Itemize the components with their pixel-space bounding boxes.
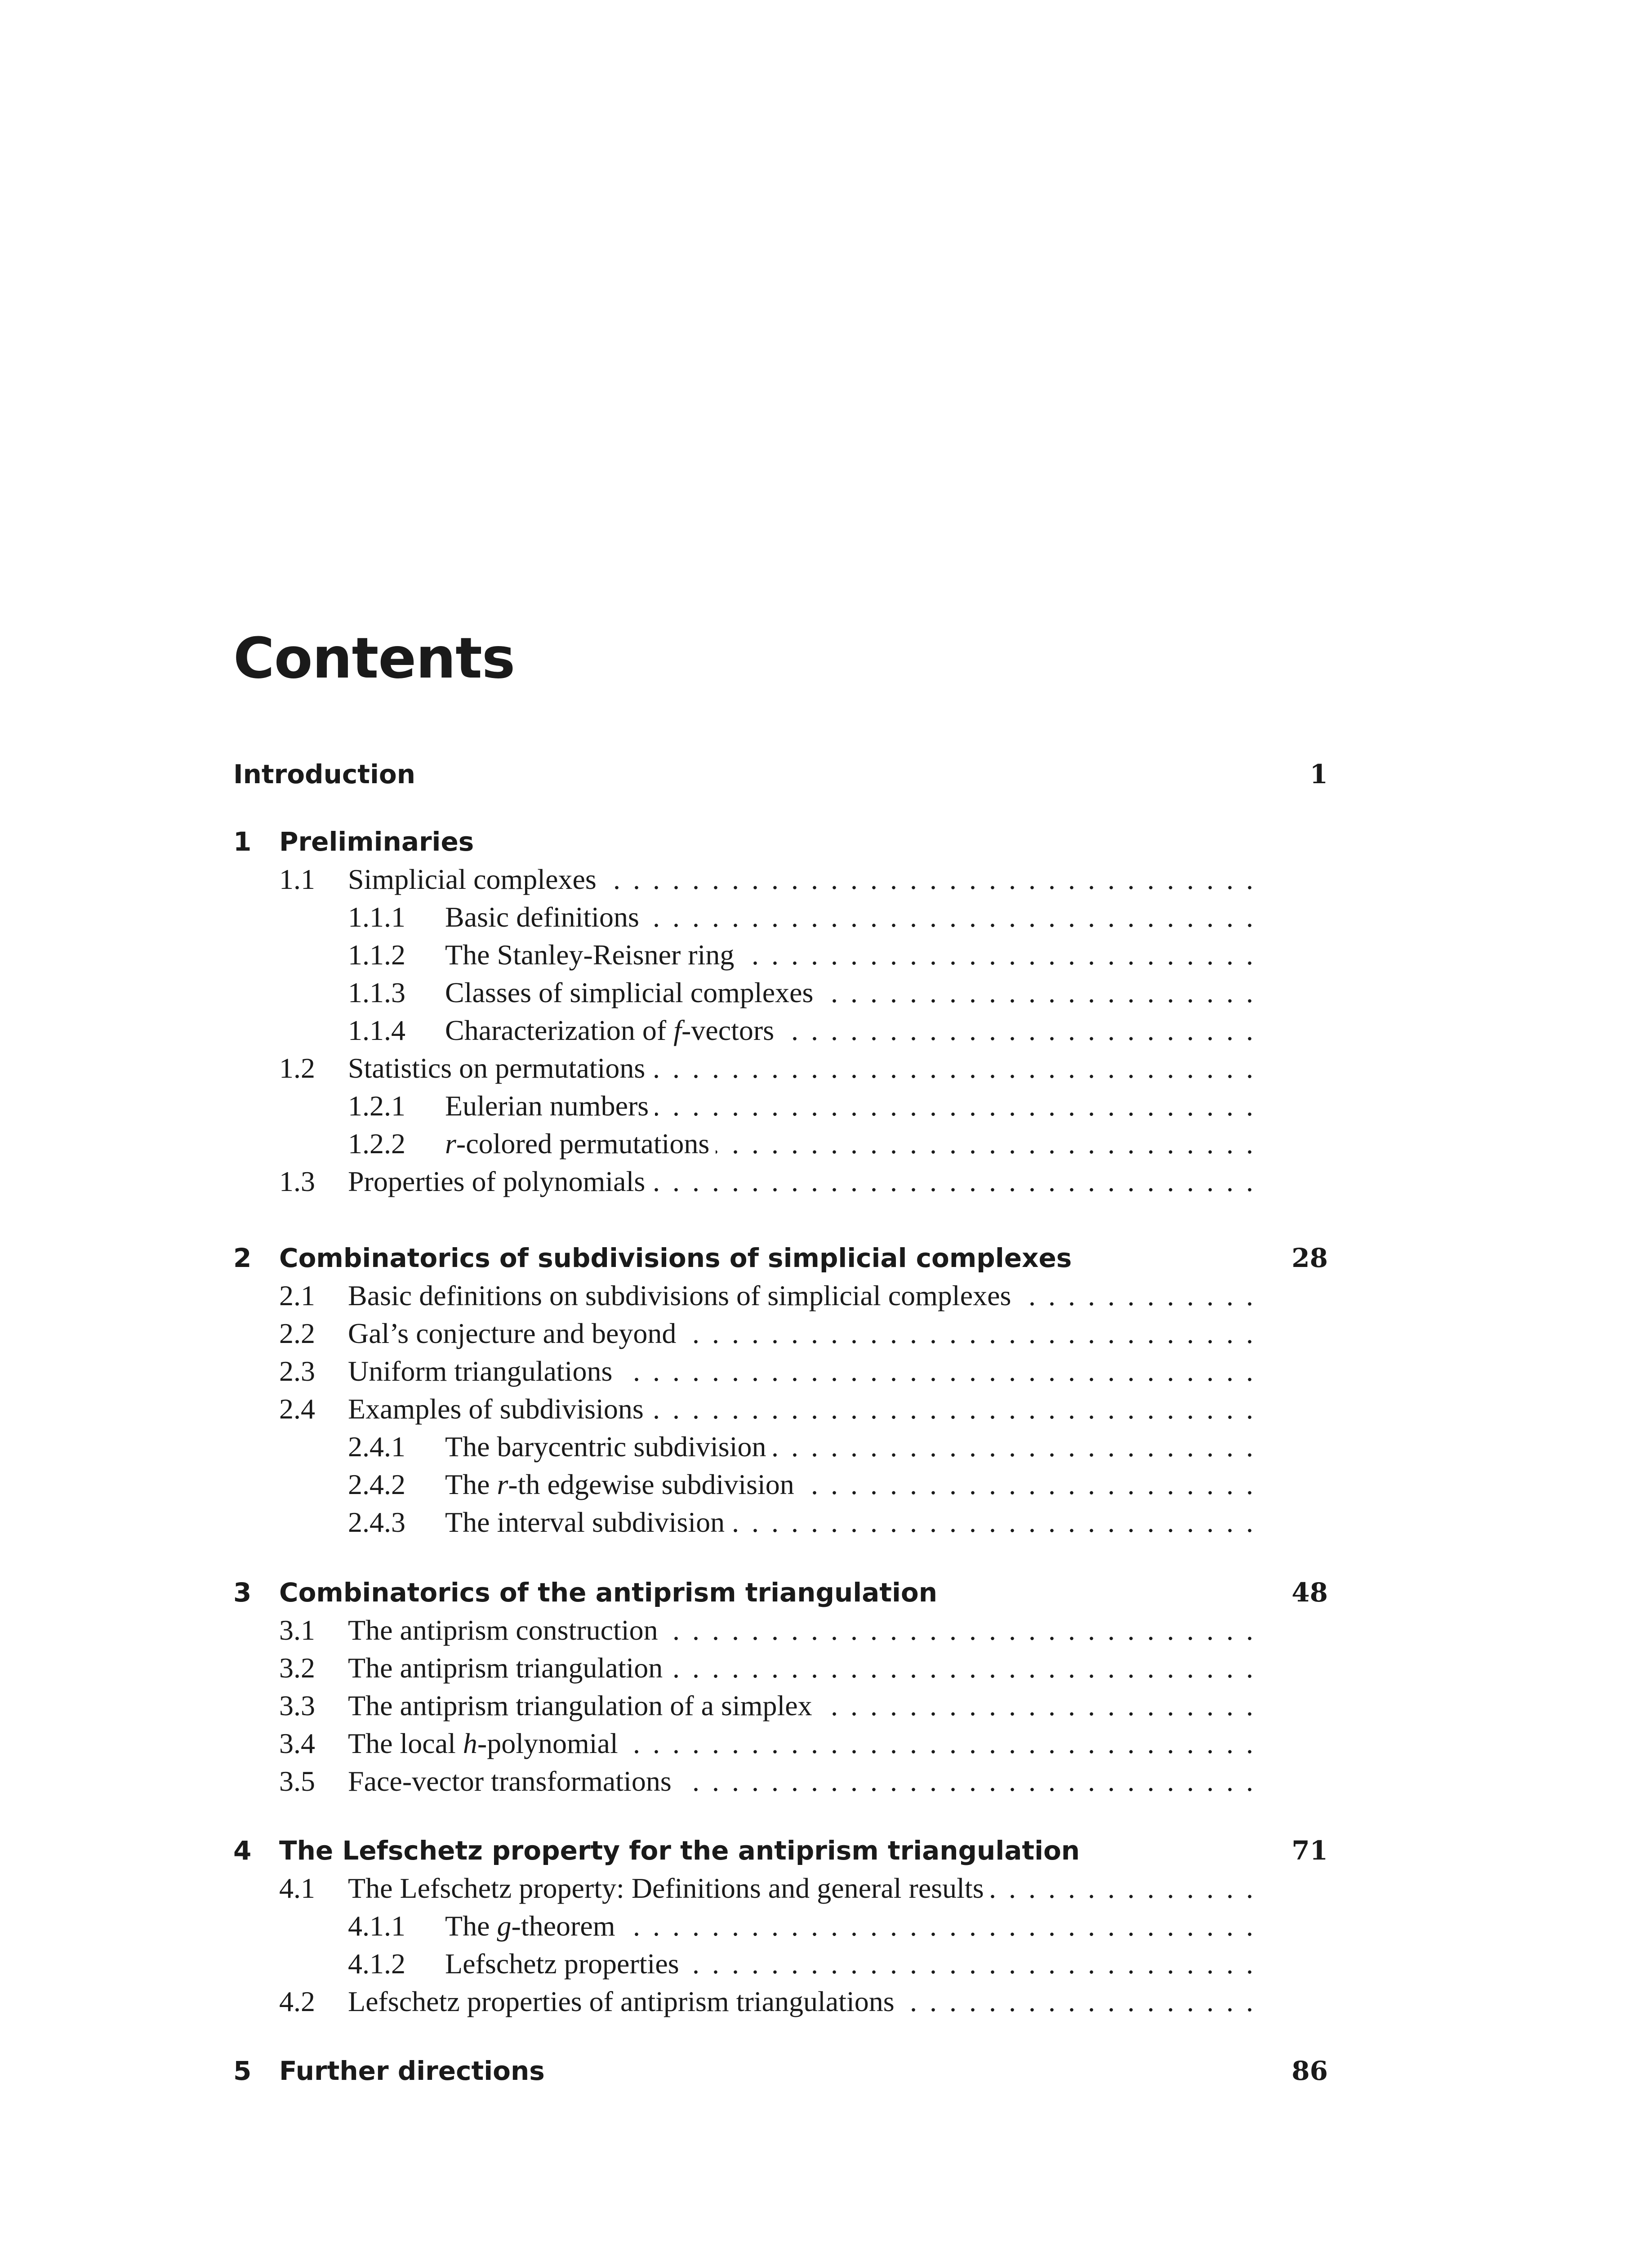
- subsection-number: 2.4.1: [348, 1431, 405, 1463]
- toc-subsection-1-1-4[interactable]: [233, 1012, 1328, 1049]
- section-number: 2.2: [279, 1317, 315, 1349]
- toc-section-2-3[interactable]: [233, 1352, 1328, 1390]
- subsection-title: The r-th edgewise subdivision . . .: [445, 1466, 1253, 1503]
- toc-section-4-2[interactable]: [233, 1983, 1328, 2021]
- section-number: 3.1: [279, 1614, 315, 1646]
- toc-subsection-2-4-3[interactable]: [233, 1503, 1328, 1541]
- toc-section-3-4[interactable]: [233, 1725, 1328, 1762]
- toc-section-3-1[interactable]: [233, 1611, 1328, 1649]
- toc-subsection-1-1-2[interactable]: [233, 936, 1328, 974]
- subsection-number: 1.2.1: [348, 1090, 405, 1122]
- section-title: The Lefschetz property: Definitions and general results . . .: [348, 1869, 1253, 1907]
- page-number: 71: [1291, 1835, 1328, 1866]
- section-title: Lefschetz properties of antiprism triangulations . . .: [348, 1983, 1253, 2021]
- toc-subsection-2-4-2[interactable]: [233, 1466, 1328, 1503]
- page-number: 28: [1291, 1243, 1328, 1273]
- subsection-number: 1.1.4: [348, 1014, 405, 1046]
- chapter-title: Combinatorics of subdivisions of simplicial complexes: [279, 1243, 1072, 1273]
- subsection-title: Eulerian numbers . . .: [445, 1087, 1253, 1125]
- page-number: 1: [1309, 759, 1328, 789]
- subsection-title: Classes of simplicial complexes . . .: [445, 974, 1253, 1012]
- section-title: Simplicial complexes . . .: [348, 861, 1253, 898]
- section-title: The antiprism triangulation of a simplex . . .: [348, 1687, 1253, 1725]
- subsection-title: Characterization of f-vectors . . .: [445, 1012, 1253, 1049]
- section-number: 1.1: [279, 863, 315, 895]
- toc-subsection-1-1-3[interactable]: [233, 974, 1328, 1012]
- chapter-title: Further directions: [279, 2056, 545, 2086]
- subsection-title: The barycentric subdivision . . .: [445, 1428, 1253, 1466]
- subsection-title: Basic definitions . . .: [445, 898, 1253, 936]
- chapter-title: Combinatorics of the antiprism triangulation: [279, 1577, 938, 1608]
- section-number: 1.3: [279, 1165, 315, 1197]
- page-number: 86: [1291, 2056, 1328, 2086]
- toc-section-1-3[interactable]: [233, 1163, 1328, 1200]
- section-number: 2.1: [279, 1280, 315, 1311]
- subsection-number: 1.1.3: [348, 977, 405, 1008]
- toc-subsection-4-1-1[interactable]: [233, 1907, 1328, 1945]
- subsection-number: 2.4.2: [348, 1468, 405, 1500]
- toc-section-4-1[interactable]: [233, 1869, 1328, 1907]
- section-title: Face-vector transformations . . .: [348, 1762, 1253, 1800]
- chapter-number: 3: [233, 1577, 252, 1608]
- subsection-number: 4.1.1: [348, 1910, 405, 1942]
- page-number: 48: [1291, 1577, 1328, 1608]
- subsection-number: 1.1.1: [348, 901, 405, 933]
- chapter-title: The Lefschetz property for the antiprism triangulation: [279, 1835, 1080, 1866]
- subsection-number: 1.2.2: [348, 1128, 405, 1160]
- section-title: The local h-polynomial . . .: [348, 1725, 1253, 1762]
- chapter-title: Preliminaries: [279, 826, 474, 857]
- toc-chapter-5[interactable]: [233, 2052, 1328, 2090]
- subsection-number: 1.1.2: [348, 939, 405, 971]
- subsection-title: r-colored permutations . . .: [445, 1125, 1253, 1163]
- section-title: Uniform triangulations . . .: [348, 1352, 1253, 1390]
- section-number: 4.1: [279, 1872, 315, 1904]
- chapter-number: 2: [233, 1243, 252, 1273]
- subsection-title: The Stanley-Reisner ring . . .: [445, 936, 1253, 974]
- section-title: Examples of subdivisions . . .: [348, 1390, 1253, 1428]
- section-title: Basic definitions on subdivisions of simplicial complexes . . .: [348, 1277, 1253, 1315]
- toc-subsection-1-2-2[interactable]: [233, 1125, 1328, 1163]
- chapter-number: 5: [233, 2056, 252, 2086]
- toc-subsection-1-2-1[interactable]: [233, 1087, 1328, 1125]
- subsection-title: Lefschetz properties . . .: [445, 1945, 1253, 1983]
- subsection-title: The interval subdivision . . .: [445, 1503, 1253, 1541]
- chapter-number: 1: [233, 826, 252, 857]
- toc-section-2-4[interactable]: [233, 1390, 1328, 1428]
- toc-subsection-1-1-1[interactable]: [233, 898, 1328, 936]
- toc-section-1-2[interactable]: [233, 1049, 1328, 1087]
- toc-subsection-4-1-2[interactable]: [233, 1945, 1328, 1983]
- section-number: 2.3: [279, 1355, 315, 1387]
- section-title: The antiprism construction . . .: [348, 1611, 1253, 1649]
- subsection-number: 4.1.2: [348, 1948, 405, 1980]
- page-title: Contents: [233, 626, 515, 691]
- section-number: 3.3: [279, 1690, 315, 1722]
- toc-section-2-2[interactable]: [233, 1315, 1328, 1352]
- toc-section-3-5[interactable]: [233, 1762, 1328, 1800]
- chapter-title: Introduction: [233, 759, 415, 789]
- toc-chapter-1[interactable]: [233, 823, 1328, 861]
- section-title: The antiprism triangulation . . .: [348, 1649, 1253, 1687]
- section-number: 3.4: [279, 1727, 315, 1759]
- toc-chapter-3[interactable]: [233, 1574, 1328, 1611]
- section-number: 4.2: [279, 1985, 315, 2017]
- section-number: 3.5: [279, 1765, 315, 1797]
- section-title: Properties of polynomials . . .: [348, 1163, 1253, 1200]
- toc-subsection-2-4-1[interactable]: [233, 1428, 1328, 1466]
- toc-section-3-3[interactable]: [233, 1687, 1328, 1725]
- toc-chapter-introduction[interactable]: [233, 755, 1328, 793]
- toc-section-1-1[interactable]: [233, 861, 1328, 898]
- section-number: 3.2: [279, 1652, 315, 1684]
- section-title: Gal’s conjecture and beyond . . .: [348, 1315, 1253, 1352]
- toc-chapter-2[interactable]: [233, 1239, 1328, 1277]
- section-title: Statistics on permutations . . .: [348, 1049, 1253, 1087]
- chapter-number: 4: [233, 1835, 252, 1866]
- toc-section-3-2[interactable]: [233, 1649, 1328, 1687]
- subsection-title: The g-theorem . . .: [445, 1907, 1253, 1945]
- toc-section-2-1[interactable]: [233, 1277, 1328, 1315]
- section-number: 2.4: [279, 1393, 315, 1425]
- subsection-number: 2.4.3: [348, 1506, 405, 1538]
- toc-chapter-4[interactable]: [233, 1832, 1328, 1869]
- section-number: 1.2: [279, 1052, 315, 1084]
